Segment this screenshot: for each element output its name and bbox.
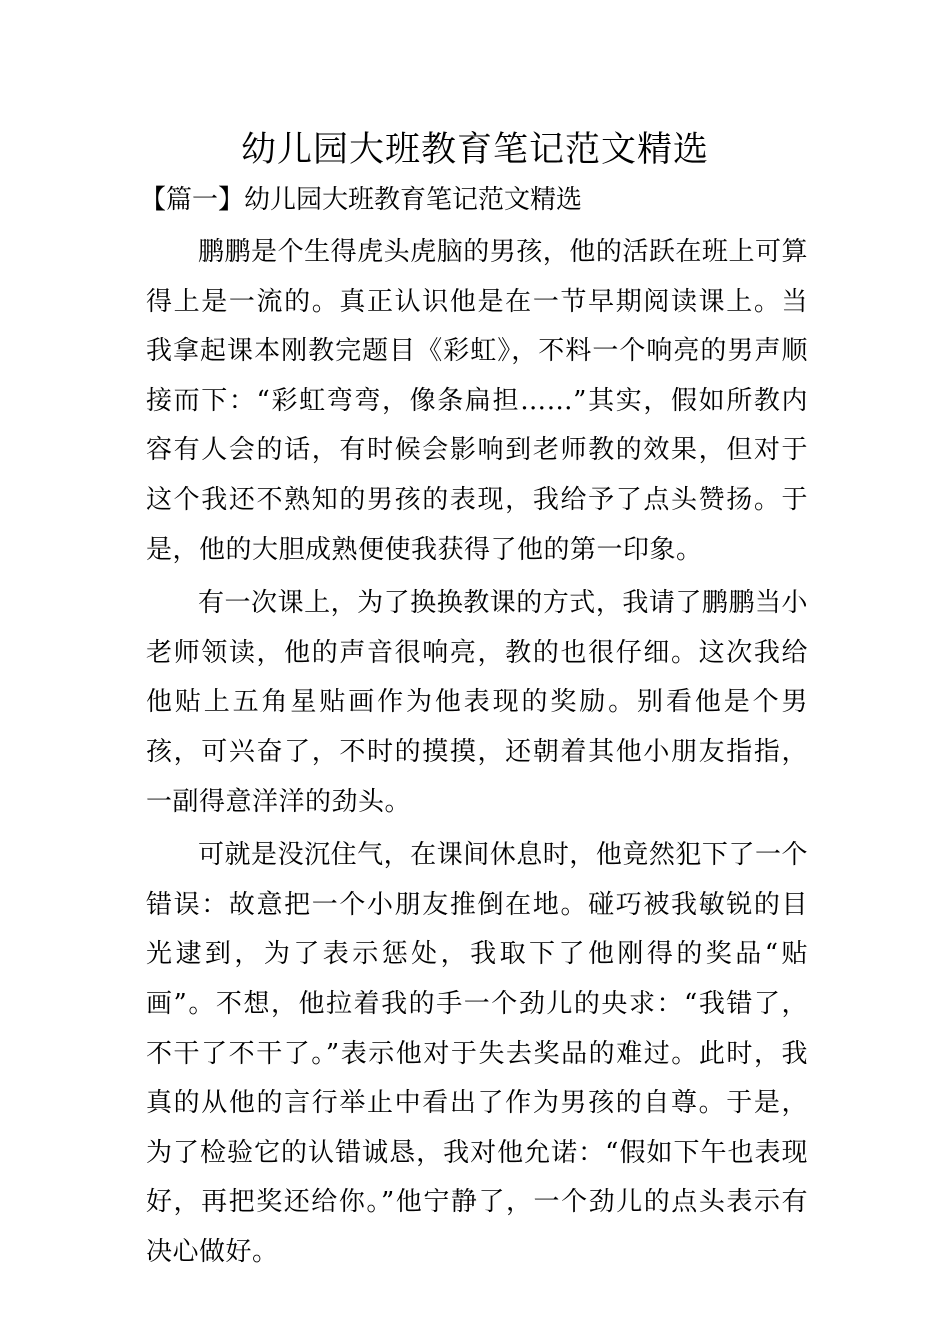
section-heading: 【篇一】幼儿园大班教育笔记范文精选	[140, 185, 583, 215]
paragraph-3: 可就是没沉住气，在课间休息时，他竟然犯下了一个错误：故意把一个小朋友推倒在地。碰巧被我敏锐的目光逮到，为了表示惩处，我取下了他刚得的奖品“贴画”。不想，他拉着我的手一个劲儿的央求：“我错了，不干了不干了。”表示他对于失去奖品的难过。此时，我真的从他的言行举止中看出了作为男孩的自尊。于是，为了检验它的认错诚恳，我对他允诺：“假如下午也表现好，再把奖还给你。”他宁静了，一个劲儿的点头表示有决心做好。	[146, 840, 808, 1267]
document-title: 幼儿园大班教育笔记范文精选	[240, 130, 709, 170]
paragraph-1: 鹏鹏是个生得虎头虎脑的男孩，他的活跃在班上可算得上是一流的。真正认识他是在一节早期阅读课上。当我拿起课本刚教完题目《彩虹》，不料一个响亮的男声顺接而下：“彩虹弯弯，像条扁担……”其实，假如所教内容有人会的话，有时候会影响到老师教的效果，但对于这个我还不熟知的男孩的表现，我给予了点头赞扬。于是，他的大胆成熟便使我获得了他的第一印象。	[146, 237, 808, 565]
paragraph-2: 有一次课上，为了换换教课的方式，我请了鹏鹏当小老师领读，他的声音很响亮，教的也很仔细。这次我给他贴上五角星贴画作为他表现的奖励。别看他是个男孩，可兴奋了，不时的摸摸，还朝着其他小朋友指指，一副得意洋洋的劲头。	[146, 588, 808, 817]
body-text	[146, 228, 808, 1277]
